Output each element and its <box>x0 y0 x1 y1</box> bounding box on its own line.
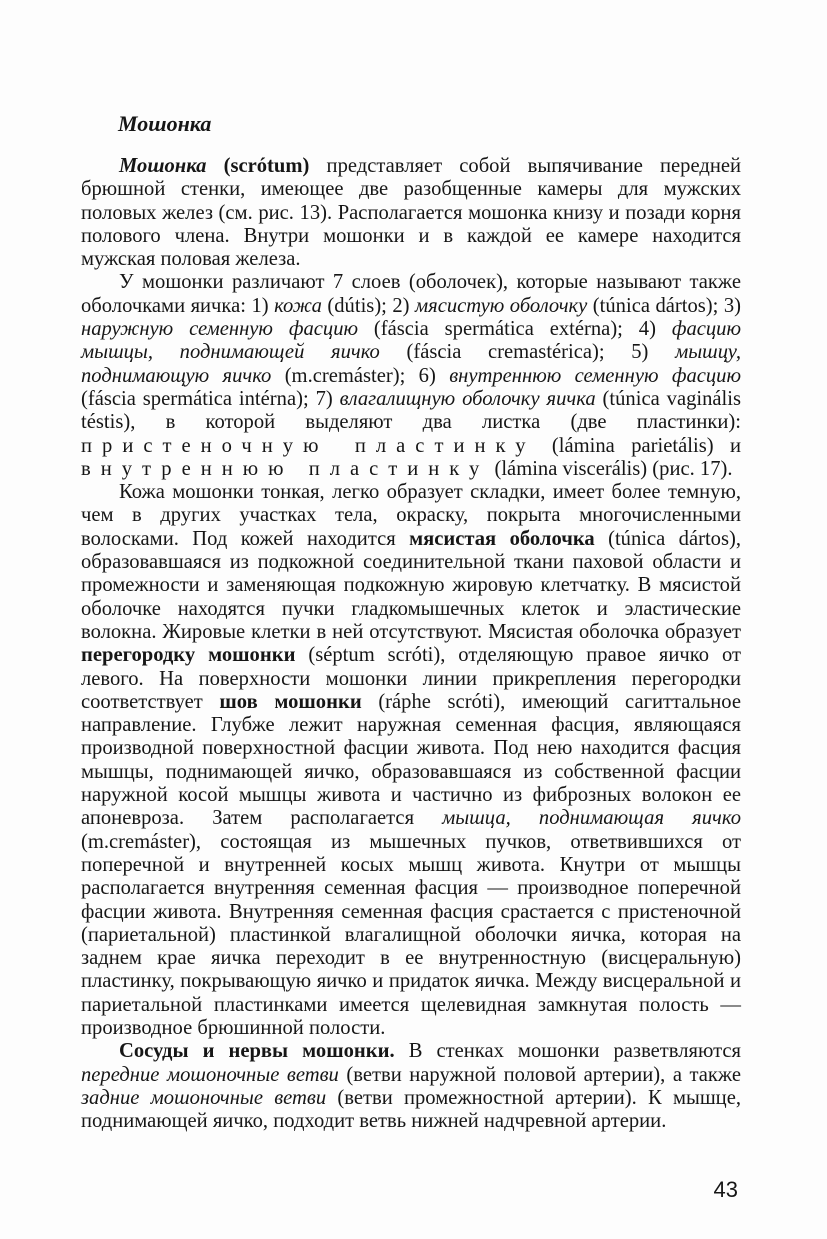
text-run: Кожа мошонки тонкая, легко образует складки, имеет более темную, чем в других участках тела, окраску, покрыта многочисленными волосками. Под кожей находится <box>81 481 741 550</box>
term-skin: кожа <box>274 294 322 317</box>
text-run: (m.cremáster); 6) <box>271 364 450 387</box>
spaced-term-visceral: внутреннюю пластинку <box>81 457 490 480</box>
section-heading: Мошонка <box>118 111 212 136</box>
text-run: У мошонки различают 7 слоев (оболочек), которые называют также оболочками яичка: 1) <box>81 271 741 317</box>
text-run: (túnica dártos), образовавшаяся из подкожной соединительной ткани паховой области и промежности и заменяющая подкожную жировую клетчатку. В мясистой оболочке находятся пучки гладкомышечных клеток и эластические волокна. Жировые клетки в ней отсутствуют. Мясистая оболочка образует <box>81 527 741 643</box>
text-run: (lámina parietális) и <box>535 434 741 457</box>
bold-subheading-vessels: Сосуды и нервы мошонки. <box>119 1040 395 1063</box>
text-run: (m.cremáster), состоящая из мышечных пучков, ответвившихся от поперечной и внутренней косых мышц живота. Кнутри от мышцы располагается внутренняя семенная фасция — производное поперечной фасции живота. Внутренняя семенная фасция срастается с пристеночной (париетальной) пластинкой влагалищной оболочки яичка, которая на заднем крае яичка переходит в ее внутренностную (висцеральную) пластинку, покрывающую яичко и придаток яичка. Между висцеральной и париетальной пластинками имеется щелевидная замкнутая полость — производное брюшинной полости. <box>81 830 741 1039</box>
bold-term-raphe: шов мошонки <box>219 690 362 713</box>
paragraph-skin <box>81 481 741 1040</box>
text-run: В стенках мошонки разветвляются <box>394 1040 741 1063</box>
paragraph-text: представляет собой выпячивание передней брюшной стенки, имеющее две разобщенные камеры для мужских половых желез (см. рис. 13). Располагается мошонка книзу и позади корня полового члена. Внутри мошонки и в каждой ее камере находится мужская половая железа. <box>81 155 741 271</box>
term-dartos: мясистую оболочку <box>415 294 588 317</box>
paragraph-intro <box>81 155 741 271</box>
term-anterior-branches: передние мошоночные ветви <box>81 1063 339 1086</box>
text-run: (fáscia cremastérica); 5) <box>379 341 676 364</box>
term-cremaster: мышца, поднимающая яичко <box>442 807 741 830</box>
term-posterior-branches: задние мошоночные ветви <box>81 1086 327 1109</box>
bold-term-septum: перегородку мошонки <box>81 644 296 667</box>
spaced-term-parietal: пристеночную пластинку <box>81 434 536 457</box>
term-external-fascia: наружную семенную фасцию <box>81 318 359 341</box>
latin-scrotum: (scrótum) <box>223 155 310 177</box>
term-cremaster: мышцу, поднимающую яичко <box>81 341 741 387</box>
term-internal-fascia: внутреннюю семенную фасцию <box>449 364 742 387</box>
text-run: (ráphe scróti), имеющий сагиттальное направление. Глубже лежит наружная семенная фасция, являющаяся производной поверхностной фасции живота. Под нею находится фасция мышцы, поднимающей яичко, образовавшаяся из собственной фасции наружной косой мышцы живота и частично из фиброзных волокон ее апоневроза. Затем располагается <box>81 690 741 830</box>
text-run: (ветви промежностной артерии). К мышце, поднимающей яичко, подходит ветвь нижней надчревной артерии. <box>81 1086 741 1133</box>
text-run: (fáscia spermática intérna); 7) <box>81 387 340 410</box>
text-run: (dútis); 2) <box>321 294 416 317</box>
text-run: (séptum scróti), отделяющую правое яичко от левого. На поверхности мошонки линии прикрепления перегородки соответствует <box>81 644 741 713</box>
text-run: (túnica vaginális téstis), в которой выделяют два листка (две пластинки): <box>81 387 741 434</box>
term-vaginalis: влагалищную оболочку яичка <box>339 387 596 410</box>
paragraph-layers <box>81 271 741 481</box>
page-number: 43 <box>713 1177 738 1202</box>
bold-term-dartos: мясистая оболочка <box>409 527 595 550</box>
term-cremasteric-fascia: фасцию мышцы, поднимающей яичко <box>81 318 742 364</box>
text-run: (ветви наружной половой артерии), а также <box>338 1063 741 1086</box>
text-run: (lámina viscerális) (рис. 17). <box>489 457 733 480</box>
body-text <box>81 155 741 1133</box>
paragraph-vessels <box>81 1040 741 1133</box>
text-run: (fáscia spermática extérna); 4) <box>358 318 672 341</box>
text-run: (túnica dártos); 3) <box>587 294 741 317</box>
term-scrotum: Мошонка <box>119 155 207 177</box>
